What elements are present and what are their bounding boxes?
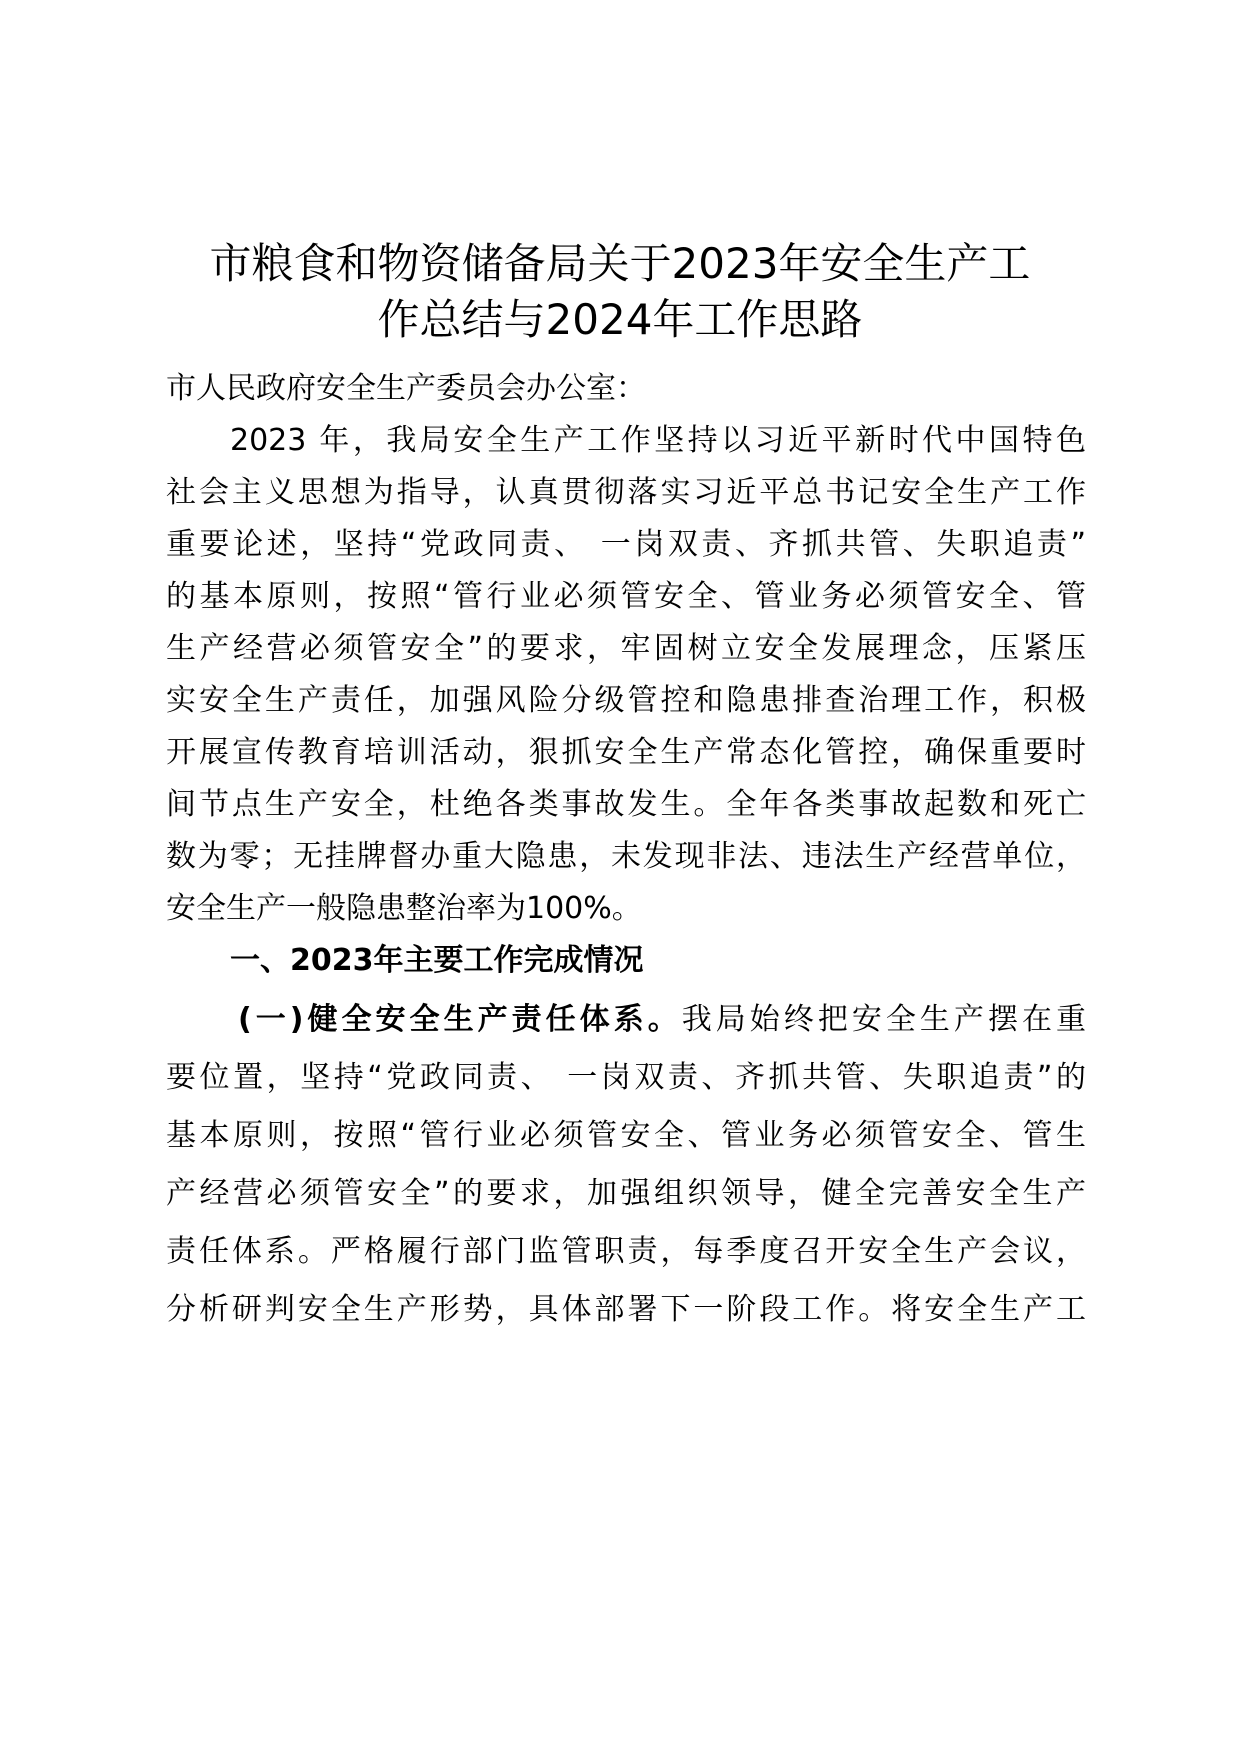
subsection-line: 责任体系。严格履行部门监管职责，每季度召开安全生产会议，	[166, 1234, 1086, 1269]
intro-line: 安全生产一般隐患整治率为100%。	[166, 891, 642, 926]
intro-line: 数为零；无挂牌督办重大隐患，未发现非法、违法生产经营单位，	[166, 839, 1086, 874]
subsection-first-line-text: 我局始终把安全生产摆在重	[681, 1002, 1087, 1037]
intro-line: 2023 年，我局安全生产工作坚持以习近平新时代中国特色	[230, 423, 1086, 458]
subsection-title: (一)健全安全生产责任体系。	[238, 1002, 682, 1037]
intro-line: 的基本原则，按照“管行业必须管安全、管业务必须管安全、管	[166, 579, 1086, 614]
intro-line: 开展宣传教育培训活动，狠抓安全生产常态化管控，确保重要时	[166, 735, 1086, 770]
subsection-line: 基本原则，按照“管行业必须管安全、管业务必须管安全、管生	[166, 1118, 1086, 1153]
intro-line: 间节点生产安全，杜绝各类事故发生。全年各类事故起数和死亡	[166, 787, 1086, 822]
section-heading: 一、2023年主要工作完成情况	[230, 943, 644, 978]
intro-line: 生产经营必须管安全”的要求，牢固树立安全发展理念，压紧压	[166, 631, 1086, 666]
subsection-line: 分析研判安全生产形势，具体部署下一阶段工作。将安全生产工	[166, 1292, 1086, 1327]
subsection-line: 要位置，坚持“党政同责、 一岗双责、齐抓共管、失职追责”的	[166, 1060, 1086, 1095]
subsection-first-line	[238, 1000, 1086, 1040]
document-title-line-1: 市粮食和物资储备局关于2023年安全生产工	[209, 239, 1031, 288]
document-title-line-2: 作总结与2024年工作思路	[377, 295, 863, 344]
addressee: 市人民政府安全生产委员会办公室：	[166, 371, 646, 406]
intro-line: 社会主义思想为指导，认真贯彻落实习近平总书记安全生产工作	[166, 475, 1086, 510]
intro-line: 实安全生产责任，加强风险分级管控和隐患排查治理工作，积极	[166, 683, 1086, 718]
subsection-line: 产经营必须管安全”的要求，加强组织领导，健全完善安全生产	[166, 1176, 1086, 1211]
intro-line: 重要论述，坚持“党政同责、 一岗双责、齐抓共管、失职追责”	[166, 527, 1086, 562]
